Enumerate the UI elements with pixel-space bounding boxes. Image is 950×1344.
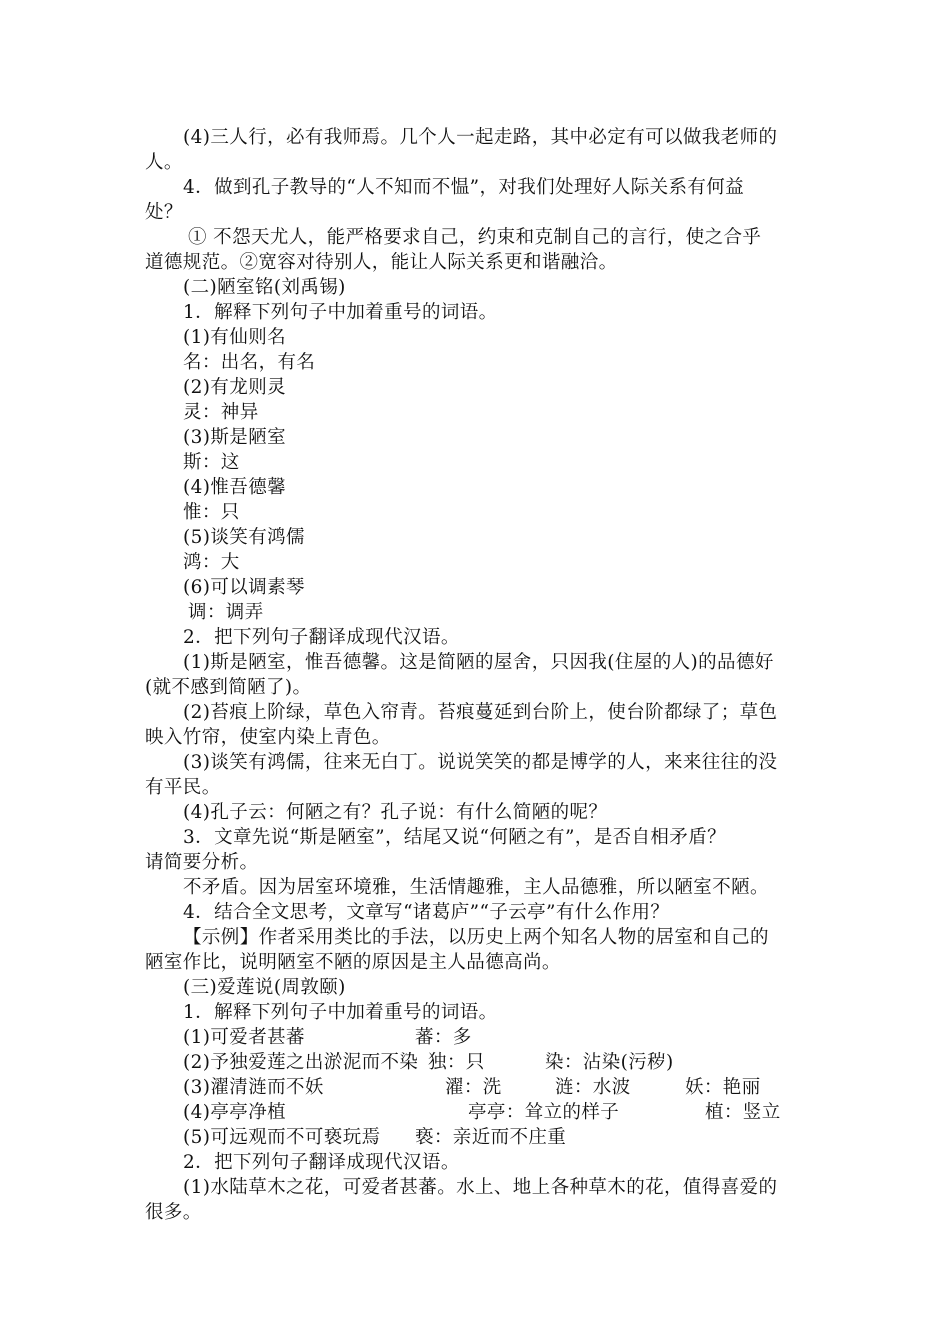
vocab-sentence: (1)可爱者甚蕃 [183,1027,305,1048]
vocab-gloss: 亭亭：耸立的样子 [468,1102,620,1123]
answer-line: 灵：神异 [183,402,259,423]
question-line: 请简要分析。 [145,852,259,873]
text-line: (2)苔痕上阶绿，草色入帘青。苔痕蔓延到台阶上，使台阶都绿了；草色 [183,702,778,723]
text-line: (1)有仙则名 [183,327,287,348]
vocab-row [183,1050,853,1075]
text-line: (4)孔子云：何陋之有？孔子说：有什么简陋的呢？ [183,802,608,823]
vocab-gloss: 蕃：多 [415,1027,472,1048]
vocab-row [183,1125,853,1150]
answer-line: 陋室作比，说明陋室不陋的原因是主人品德高尚。 [145,952,561,973]
vocab-gloss: 濯：洗 [445,1077,502,1098]
text-line: 很多。 [145,1202,202,1223]
answer-line: 【示例】作者采用类比的手法，以历史上两个知名人物的居室和自己的 [183,927,769,948]
vocab-sentence: (4)亭亭净植 [183,1102,287,1123]
text-line: (1)水陆草木之花，可爱者甚蕃。水上、地上各种草木的花，值得喜爱的 [183,1177,778,1198]
question-line: 4．结合全文思考，文章写“诸葛庐”“子云亭”有什么作用？ [183,902,670,923]
text-line: (2)有龙则灵 [183,377,287,398]
text-line: (3)谈笑有鸿儒，往来无白丁。说说笑笑的都是博学的人，来来往往的没 [183,752,778,773]
vocab-sentence: (2)予独爱莲之出淤泥而不染 [183,1052,419,1073]
section-heading: (三)爱莲说(周敦颐) [183,977,346,998]
vocab-row [183,1075,853,1100]
answer-line: 名：出名，有名 [183,352,316,373]
answer-line: 调：调弄 [188,602,264,623]
answer-line: 道德规范。②宽容对待别人，能让人际关系更和谐融洽。 [145,252,618,273]
vocab-gloss: 植：竖立 [705,1102,781,1123]
section-heading: (二)陋室铭(刘禹锡) [183,277,346,298]
answer-line: ① 不怨天尤人，能严格要求自己，约束和克制自己的言行，使之合乎 [188,227,762,248]
question-line: 1．解释下列句子中加着重号的词语。 [183,1002,498,1023]
question-line: 处？ [145,202,183,223]
answer-line: 鸿：大 [183,552,240,573]
text-line: 有平民。 [145,777,221,798]
text-line: (3)斯是陋室 [183,427,287,448]
vocab-gloss: 独：只 [428,1052,485,1073]
text-line: 人。 [145,152,183,173]
answer-line: 惟：只 [183,502,240,523]
question-line: 3．文章先说“斯是陋室”，结尾又说“何陋之有”，是否自相矛盾？ [183,827,727,848]
vocab-sentence: (3)濯清涟而不妖 [183,1077,324,1098]
vocab-gloss: 涟：水波 [555,1077,631,1098]
text-line: (就不感到简陋了)。 [145,677,312,698]
answer-line: 斯：这 [183,452,240,473]
vocab-gloss: 染：沾染(污秽) [545,1052,674,1073]
question-line: 1．解释下列句子中加着重号的词语。 [183,302,498,323]
text-line: (4)惟吾德馨 [183,477,287,498]
vocab-row [183,1025,853,1050]
question-line: 2．把下列句子翻译成现代汉语。 [183,1152,460,1173]
text-line: (6)可以调素琴 [183,577,305,598]
text-line: (5)谈笑有鸿儒 [183,527,305,548]
text-line: 映入竹帘，使室内染上青色。 [145,727,391,748]
vocab-gloss: 亵：亲近而不庄重 [415,1127,567,1148]
text-line: (1)斯是陋室，惟吾德馨。这是简陋的屋舍，只因我(住屋的人)的品德好 [183,652,774,673]
question-line: 2．把下列句子翻译成现代汉语。 [183,627,460,648]
vocab-sentence: (5)可远观而不可亵玩焉 [183,1127,381,1148]
text-line: (4)三人行，必有我师焉。几个人一起走路，其中必定有可以做我老师的 [183,127,778,148]
answer-line: 不矛盾。因为居室环境雅，生活情趣雅，主人品德雅，所以陋室不陋。 [183,877,769,898]
question-line: 4．做到孔子教导的“人不知而不愠”，对我们处理好人际关系有何益 [183,177,745,198]
vocab-gloss: 妖：艳丽 [685,1077,761,1098]
vocab-row [183,1100,853,1125]
